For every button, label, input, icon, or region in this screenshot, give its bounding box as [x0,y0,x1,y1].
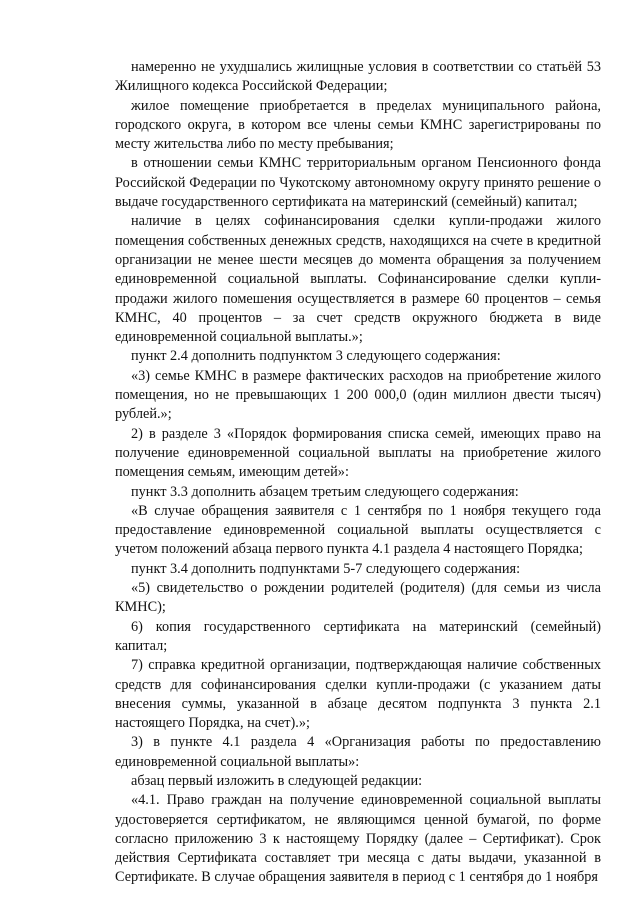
paragraph: намеренно не ухудшались жилищные условия в соответствии со статьёй 53 Жилищного кодекса Российской Федерации; [115,59,601,95]
document-body [115,58,601,888]
paragraph: «5) свидетельство о рождении родителей (родителя) (для семьи из числа КМНС); [115,580,601,616]
paragraph: пункт 3.4 дополнить подпунктами 5-7 следующего содержания: [131,560,521,577]
paragraph: «4.1. Право граждан на получение единовременной социальной выплаты удостоверяется сертификатом, не являющимся ценной бумагой, по форме согласно приложению 3 к настоящему Порядку (далее – Сертификат). Срок действия Сертификата составляет три месяца с даты выдачи, указанной в Сертификате. В случае обращения заявителя в период с 1 сентября до 1 ноября [115,792,601,886]
paragraph: 2) в разделе 3 «Порядок формирования списка семей, имеющих право на получение единовременной социальной выплаты на приобретение жилого помещения семьям, имеющим детей»: [115,425,601,481]
paragraph: в отношении семьи КМНС территориальным органом Пенсионного фонда Российской Федерации по Чукотскому автономному округу принято решение о выдаче государственного сертификата на материнский (семейный) капитал; [115,155,601,211]
paragraph: жилое помещение приобретается в пределах муниципального района, городского округа, в котором все члены семьи КМНС зарегистрированы по месту жительства либо по месту пребывания; [115,97,601,153]
paragraph: 3) в пункте 4.1 раздела 4 «Организация работы по предоставлению единовременной социальной выплаты»: [115,734,601,770]
paragraph: 6) копия государственного сертификата на материнский (семейный) капитал; [115,618,601,654]
paragraph: «3) семье КМНС в размере фактических расходов на приобретение жилого помещения, но не превышающих 1 200 000,0 (один миллион двести тысяч) рублей.»; [115,367,601,423]
paragraph: абзац первый изложить в следующей редакции: [131,772,423,789]
paragraph: наличие в целях софинансирования сделки купли-продажи жилого помещения собственных денежных средств, находящихся на счете в кредитной организации не менее шести месяцев до момента обращения за получением единовременной социальной выплаты. Софинансирование сделки купли-продажи жилого помешения осуществляется в размере 60 процентов – семья КМНС, 40 процентов – за счет средств окружного бюджета в виде единовременной социальной выплаты.»; [115,213,601,346]
paragraph: пункт 3.3 дополнить абзацем третьим следующего содержания: [131,483,519,500]
paragraph: пункт 2.4 дополнить подпунктом 3 следующего содержания: [131,348,501,365]
paragraph: 7) справка кредитной организации, подтверждающая наличие собственных средств для софинансирования сделки купли-продажи (с указанием даты внесения суммы, указанной в абзаце десятом подпункта 3 пункта 2.1 настоящего Порядка, на счет).»; [115,657,601,732]
paragraph: «В случае обращения заявителя с 1 сентября по 1 ноября текущего года предоставление единовременной социальной выплаты осуществляется с учетом положений абзаца первого пункта 4.1 раздела 4 настоящего Порядка; [115,502,601,558]
